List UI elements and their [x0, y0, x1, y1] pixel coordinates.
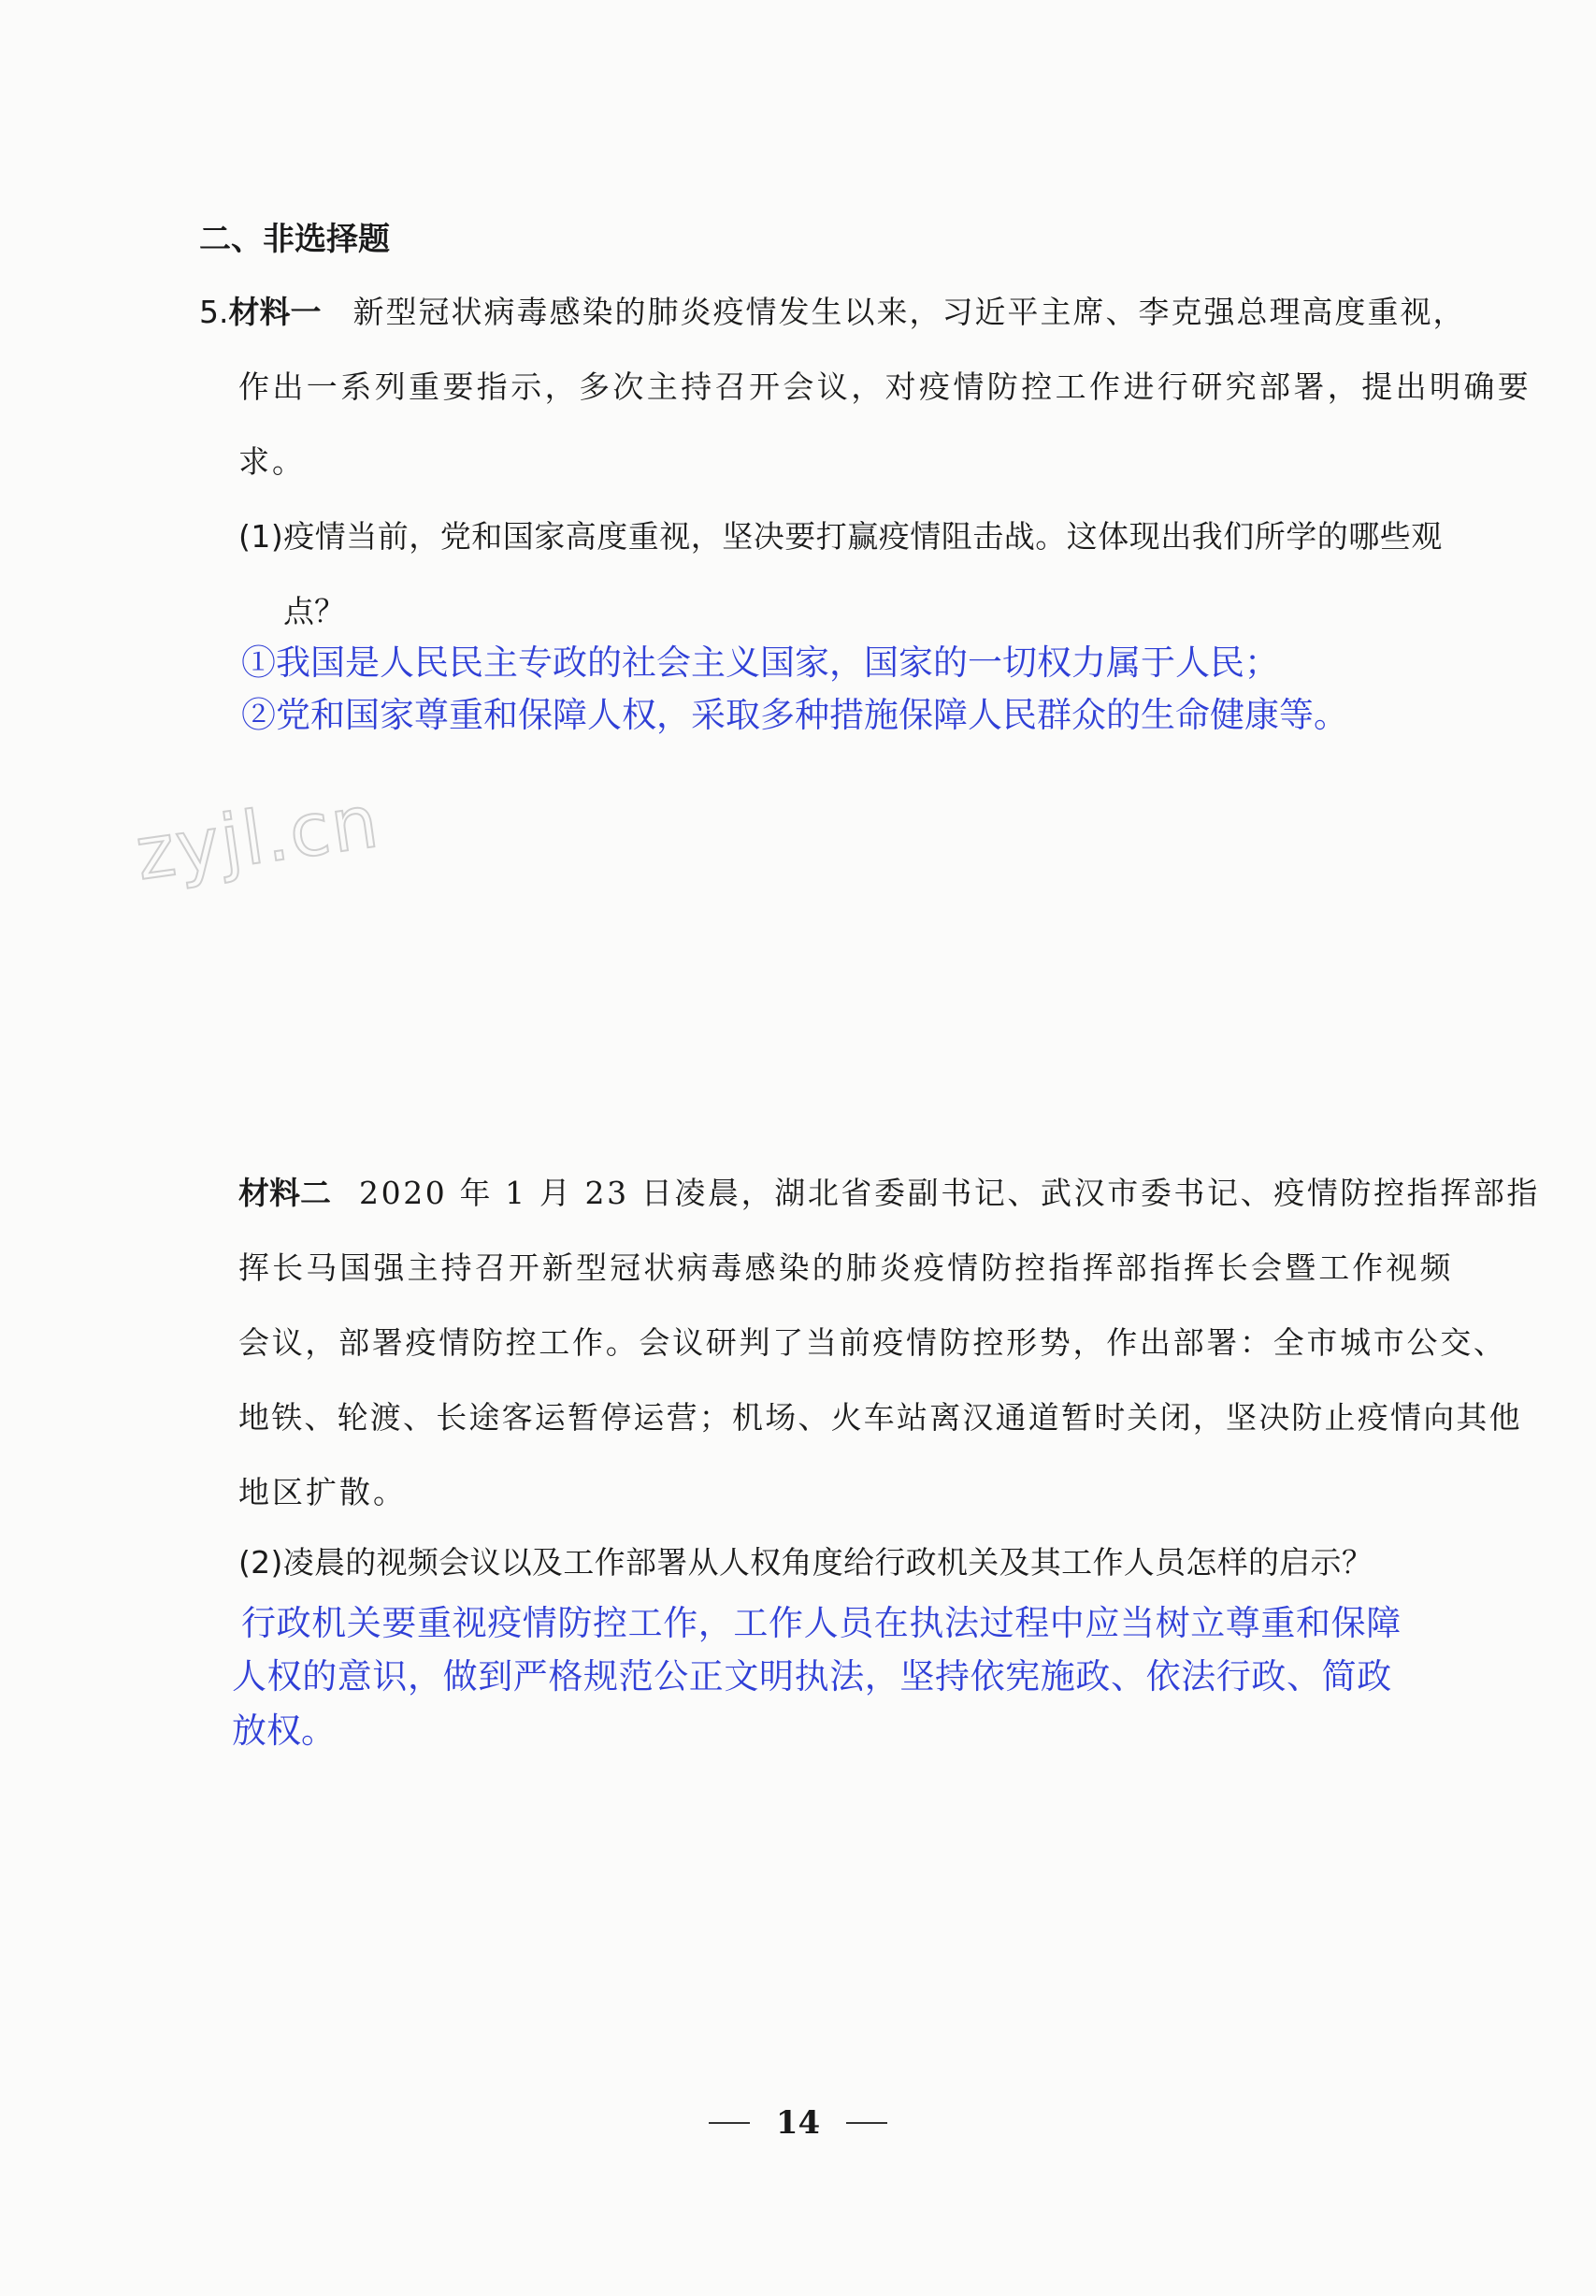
material-2-label: 材料二: [238, 1175, 331, 1211]
material-2-line-1: [238, 1169, 1541, 1213]
material-2-text-line: 地区扩散。: [238, 1474, 407, 1510]
material-1-text-line: 作出一系列重要指示，多次主持召开会议，对疫情防控工作进行研究部署，提出明确要: [238, 368, 1532, 405]
footer-dash-left: [709, 2122, 750, 2124]
page-footer: [0, 2104, 1596, 2142]
section-title: 二、非选择题: [199, 221, 390, 258]
question-1-line: 点？: [283, 593, 345, 629]
answer-2-line: 行政机关要重视疫情防控工作，工作人员在执法过程中应当树立尊重和保障: [241, 1603, 1402, 1643]
material-2-text-line: 2020 年 1 月 23 日凌晨，湖北省委副书记、武汉市委书记、疫情防控指挥部指: [359, 1175, 1541, 1211]
material-2-text-line: 挥长马国强主持召开新型冠状病毒感染的肺炎疫情防控指挥部指挥长会暨工作视频: [238, 1249, 1454, 1286]
question-number: 5.: [199, 294, 229, 330]
question-5-line-1: [199, 288, 1466, 332]
material-2-text-line: 会议，部署疫情防控工作。会议研判了当前疫情防控形势，作出部署：全市城市公交、: [238, 1324, 1507, 1361]
material-1-text-line: 新型冠状病毒感染的肺炎疫情发生以来，习近平主席、李克强总理高度重视，: [352, 294, 1466, 330]
material-1-text-line: 求。: [238, 443, 306, 480]
answer-2-line: 人权的意识，做到严格规范公正文明执法，坚持依宪施政、依法行政、简政: [232, 1656, 1392, 1697]
page-number: 14: [775, 2104, 821, 2142]
material-1-label: 材料一: [228, 294, 322, 330]
answer-2-line: 放权。: [232, 1711, 336, 1751]
question-2-line: (2)凌晨的视频会议以及工作部署从人权角度给行政机关及其工作人员怎样的启示？: [238, 1544, 1373, 1581]
footer-dash-right: [846, 2122, 887, 2124]
watermark: zyjl.cn: [131, 779, 385, 898]
material-2-text-line: 地铁、轮渡、长途客运暂停运营；机场、火车站离汉通道暂时关闭，坚决防止疫情向其他: [238, 1399, 1522, 1436]
answer-1-line: ①我国是人民民主专政的社会主义国家，国家的一切权力属于人民；: [241, 643, 1279, 683]
question-1-line: (1)疫情当前，党和国家高度重视，坚决要打赢疫情阻击战。这体现出我们所学的哪些观: [238, 518, 1443, 555]
answer-1-line: ②党和国家尊重和保障人权，采取多种措施保障人民群众的生命健康等。: [241, 695, 1348, 735]
